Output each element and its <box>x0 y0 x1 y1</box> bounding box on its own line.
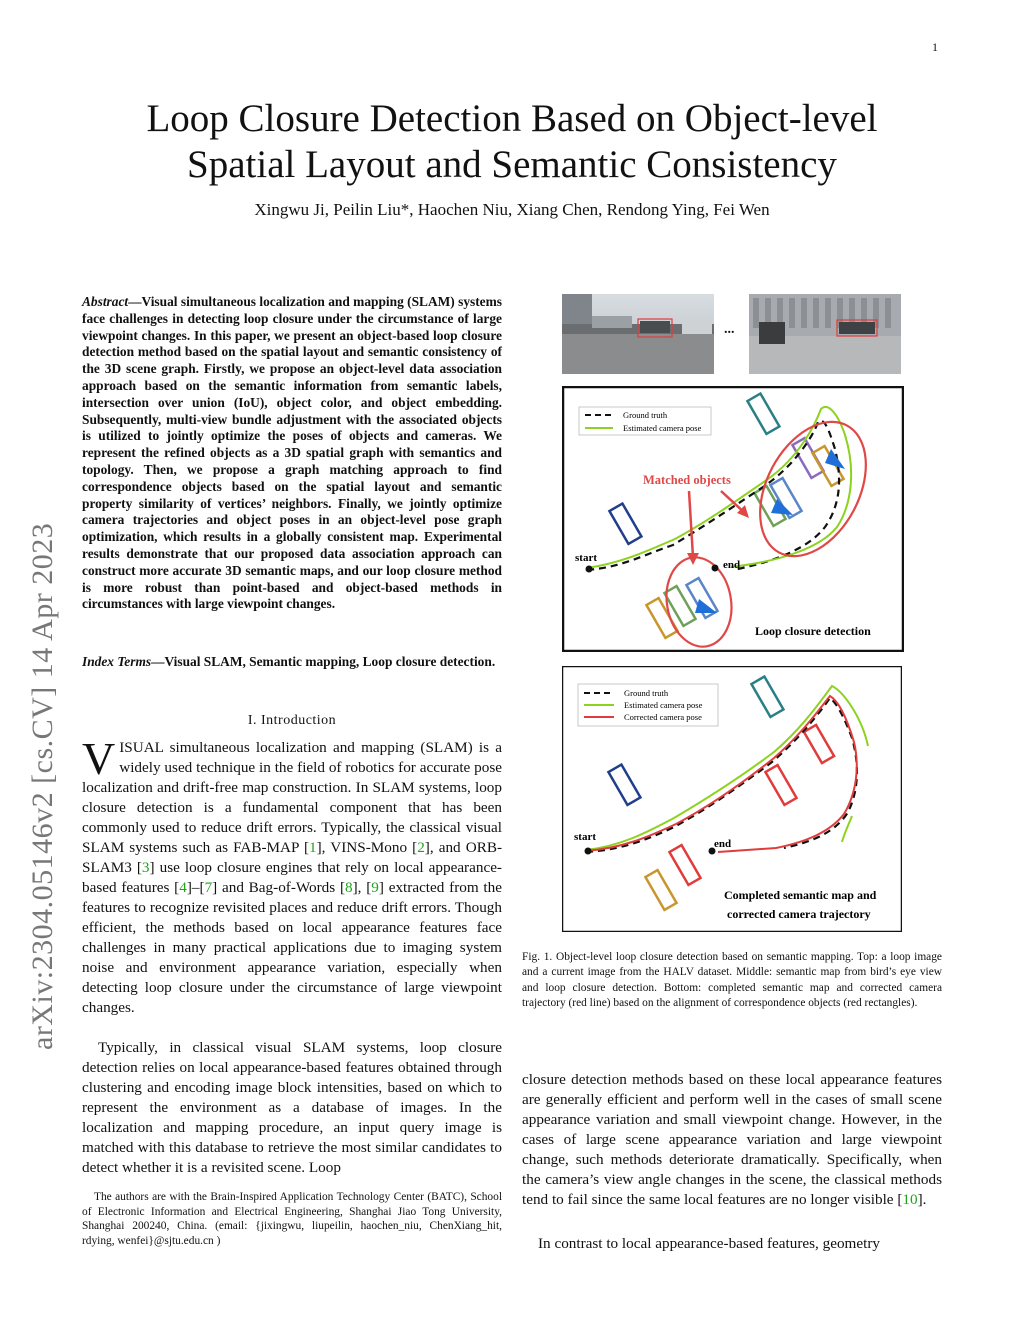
car-shape <box>640 321 670 333</box>
legend-estimated: Estimated camera pose <box>624 700 703 710</box>
matched-objects-label: Matched objects <box>643 473 731 487</box>
abstract <box>82 294 502 613</box>
legend-ground-truth: Ground truth <box>624 688 669 698</box>
index-terms-label: Index Terms <box>82 654 152 669</box>
completed-map-label-1: Completed semantic map and <box>724 888 877 902</box>
legend-ground-truth: Ground truth <box>623 410 668 420</box>
author-footnote: The authors are with the Brain-Inspired Application Technology Center (BATC), School of Electronic Information and Electrical Engineering, Shanghai Jiao Tong University, Shanghai 200240, China. (email: {jixingwu, liupeilin, haochen_niu, ChenXiang_hit, rdying, wenfei}@sjtu.edu.cn ) <box>82 1191 502 1247</box>
abstract-label: Abstract <box>82 294 129 309</box>
intro-text: ] use loop closure engines that rely on local appearance-based features [ <box>82 859 502 896</box>
intro-text: ] and Bag-of-Words [ <box>212 879 346 896</box>
arxiv-stamp: arXiv:2304.05146v2 [cs.CV] 14 Apr 2023 <box>26 522 59 1050</box>
citation-link[interactable]: 3 <box>141 859 150 876</box>
corrected-map-diagram <box>562 666 902 932</box>
body-text: closure detection methods based on these local appearance features are generally efficient and perform well in the cases of small scene appearance variation and small viewpoint change. However, in the cases of large scene appearance variation and large viewpoint change, such methods deteriorate dramatically. Specifically, when the camera’s view angle changes in the scene, the classical methods tend to fail since the same local features are no longer visible [ <box>522 1071 942 1208</box>
intro-text: simultaneous localization and mapping (SLAM) is a widely used technique in the field of robotics for accurate pose localization and drift-free map construction. In SLAM systems, loop closure detection is a fundamental component that has been commonly used to reduce drift errors. Typically, the classical visual SLAM systems such as FAB-MAP [ <box>82 739 502 856</box>
intro-text: ], and ORB-SLAM3 [ <box>82 839 503 876</box>
intro-text: ] extracted from the features to recognize revisited places and reduce drift errors. Though efficient, the methods based on local appearance features face challenges in many practical applications due to imaging system noise and environment appearance variation, especially when detecting loop closure under the circumstance of large viewpoint changes. <box>82 879 502 1016</box>
page-number: 1 <box>932 40 938 54</box>
abstract-text: —Visual simultaneous localization and mapping (SLAM) systems face challenges in detecting loop closure under the circumstance of large viewpoint changes. In this paper, we present an object-based loop closure detection method based on the spatial layout and semantic consistency of the 3D scene graph. Firstly, we propose an object-level data association approach based on the semantic information from semantic labels, intersection over union (IoU), object color, and object embedding. Subsequently, multi-view bundle adjustment with the associated objects is utilized to jointly optimize the poses of objects and cameras. We represent the refined objects as a 3D spatial graph with semantics and topology. Then, we propose a graph matching approach to find correspondence objects based on the spatial layout and semantic property similarity of vertices’ neighbors. Finally, we jointly optimize camera trajectories and object poses in an object-level pose graph optimization, which results in a globally consistent map. Experimental results demonstrate that our proposed data association approach can construct more accurate 3D semantic maps, and our loop closure method is more robust than point-based and object-based methods in circumstances with large viewpoint changes. <box>82 294 502 612</box>
intro-lead-word: ISUAL <box>119 739 164 756</box>
author-list: Xingwu Ji, Peilin Liu*, Haochen Niu, Xiang Chen, Rendong Ying, Fei Wen <box>254 200 770 219</box>
intro-text: ], VINS-Mono [ <box>316 839 418 856</box>
paper-title <box>0 96 1024 188</box>
image-ellipsis: ... <box>724 322 735 337</box>
end-label: end <box>714 838 732 850</box>
start-label: start <box>574 831 596 843</box>
citation-link[interactable]: 1 <box>309 839 317 856</box>
citation-link[interactable]: 4 <box>179 879 187 896</box>
end-point <box>712 565 719 572</box>
citation-link[interactable]: 10 <box>902 1191 918 1208</box>
legend-corrected: Corrected camera pose <box>624 712 702 722</box>
section-heading: I. Introduction <box>247 713 337 728</box>
citation-link[interactable]: 2 <box>417 839 425 856</box>
legend-estimated: Estimated camera pose <box>623 423 702 433</box>
right-paragraph-2: In contrast to local appearance-based features, geometry <box>538 1235 880 1252</box>
current-image-photo <box>749 294 901 374</box>
citation-link[interactable]: 9 <box>371 879 379 896</box>
intro-text: ], [ <box>352 879 372 896</box>
title-line-1: Loop Closure Detection Based on Object-level <box>146 97 878 140</box>
start-label: start <box>575 552 597 564</box>
body-text: ]. <box>917 1191 927 1208</box>
intro-text: ]–[ <box>186 879 205 896</box>
index-terms-text: —Visual SLAM, Semantic mapping, Loop closure detection. <box>151 654 496 669</box>
title-line-2: Spatial Layout and Semantic Consistency <box>187 143 837 186</box>
figure-caption: Fig. 1. Object-level loop closure detection based on semantic mapping. Top: a loop image and a current image from the HALV dataset. Middle: semantic map from bird’s eye view and loop closure detection. Bottom: completed semantic map and corrected camera trajectory (red line) based on the alignment of correspondence objects (red rectangles). <box>522 951 942 1010</box>
start-point <box>586 566 593 573</box>
loop-closure-label: Loop closure detection <box>755 624 871 638</box>
start-point <box>585 848 592 855</box>
intro-paragraph-2: Typically, in classical visual SLAM systems, loop closure detection relies on local appearance-based features obtained through clustering and encoding image block intensities, based on which to represent the environment as a database of images. In the localization and mapping procedure, an input query image is matched with this database to retrieve the most similar candidates to detect whether it is a revisited scene. Loop <box>82 1039 502 1176</box>
index-terms <box>82 654 502 671</box>
completed-map-label-2: corrected camera trajectory <box>727 907 871 921</box>
loop-closure-diagram <box>562 386 904 652</box>
right-paragraph-1 <box>522 1070 942 1210</box>
loop-image-photo <box>562 294 714 374</box>
car-shape <box>839 322 875 334</box>
motorbike-shape <box>759 322 785 344</box>
drop-cap: V <box>82 733 116 784</box>
end-label: end <box>723 559 741 571</box>
intro-paragraph-1 <box>82 733 503 1018</box>
citation-link[interactable]: 8 <box>345 879 353 896</box>
citation-link[interactable]: 7 <box>204 879 213 896</box>
